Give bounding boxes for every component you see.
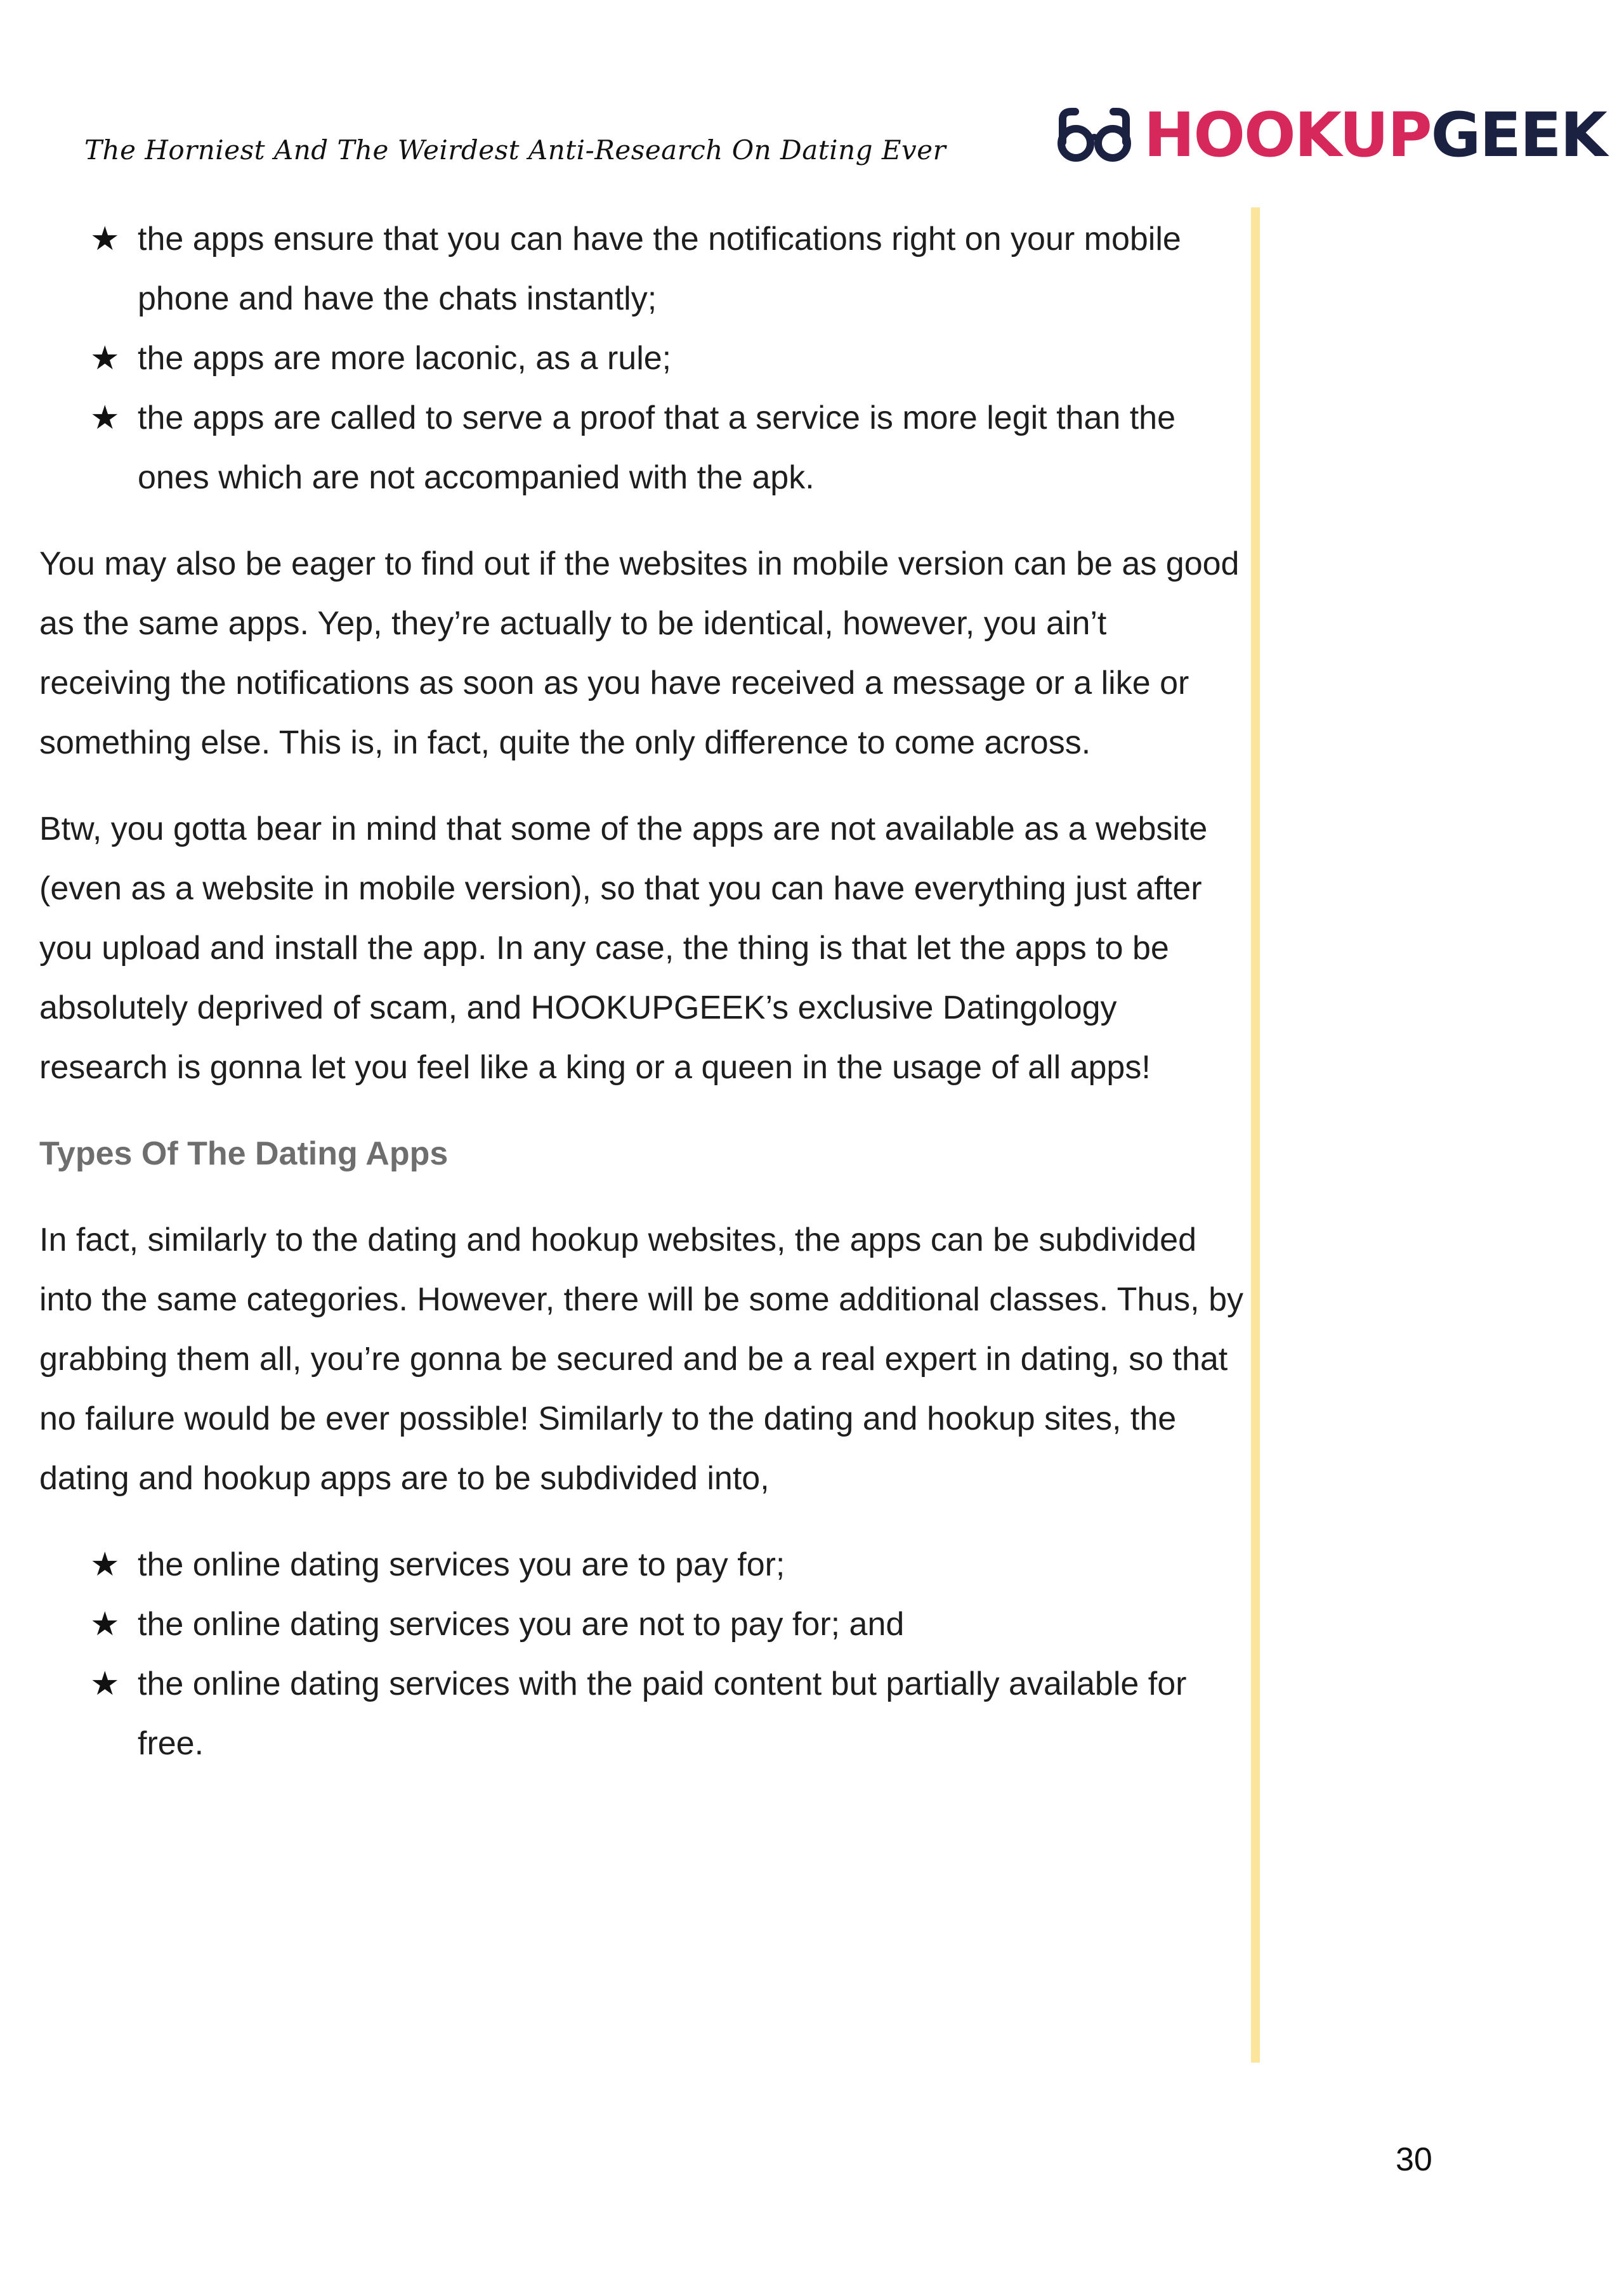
list-item-text: the apps ensure that you can have the notifications right on your mobile phone and have the chats instantly; <box>138 221 1181 317</box>
list-item <box>90 209 1245 329</box>
list-item <box>90 329 1245 388</box>
accent-rule <box>1251 207 1260 2063</box>
glasses-icon <box>1056 107 1132 164</box>
paragraph: Btw, you gotta bear in mind that some of the apps are not available as a website (even as a website in mobile version), so that you can have everything just after you upload and install the app. In any case, the thing is that let the apps to be absolutely deprived of scam, and HOOKUPGEEK’s exclusive Datingology research is gonna let you feel like a king or a queen in the usage of all apps! <box>39 811 1208 1086</box>
paragraph: In fact, similarly to the dating and hookup websites, the apps can be subdivided into the same categories. However, there will be some additional classes. Thus, by grabbing them all, you’re gonna be secured and be a real expert in dating, so that no failure would be ever possible! Similarly to the dating and hookup sites, the dating and hookup apps are to be subdivided into, <box>39 1222 1243 1497</box>
list-item-text: the online dating services with the paid content but partially available for free. <box>138 1666 1187 1762</box>
star-icon: ★ <box>90 400 120 436</box>
list-item <box>90 1595 1245 1654</box>
list-item-text: the online dating services you are not to pay for; and <box>138 1606 905 1643</box>
star-icon: ★ <box>90 340 120 377</box>
star-icon: ★ <box>90 1666 120 1702</box>
page-content <box>39 209 1245 1773</box>
bullet-list-top <box>39 209 1245 507</box>
list-item-text: the apps are more laconic, as a rule; <box>138 340 672 377</box>
star-icon: ★ <box>90 1606 120 1643</box>
star-icon: ★ <box>90 221 120 258</box>
list-item <box>90 1535 1245 1595</box>
list-item <box>90 1654 1245 1773</box>
logo-text-geek: GEEK <box>1431 100 1606 171</box>
star-icon: ★ <box>90 1546 120 1583</box>
list-item-text: the online dating services you are to pay for; <box>138 1546 785 1583</box>
header-tagline: The Horniest And The Weirdest Anti-Research On Dating Ever <box>84 134 946 166</box>
page-number: 30 <box>1396 2141 1432 2178</box>
brand-logo <box>1056 100 1606 170</box>
bullet-list-bottom <box>39 1535 1245 1773</box>
paragraph: You may also be eager to find out if the websites in mobile version can be as good as the same apps. Yep, they’re actually to be identical, however, you ain’t receiving the notifications as soon as you have received a message or a like or something else. This is, in fact, quite the only difference to come across. <box>39 545 1240 761</box>
logo-text-hookup: HOOKUP <box>1144 100 1431 171</box>
list-item-text: the apps are called to serve a proof that a service is more legit than the ones which are not accompanied with the apk. <box>138 400 1176 496</box>
section-heading: Types Of The Dating Apps <box>39 1135 449 1172</box>
list-item <box>90 388 1245 507</box>
